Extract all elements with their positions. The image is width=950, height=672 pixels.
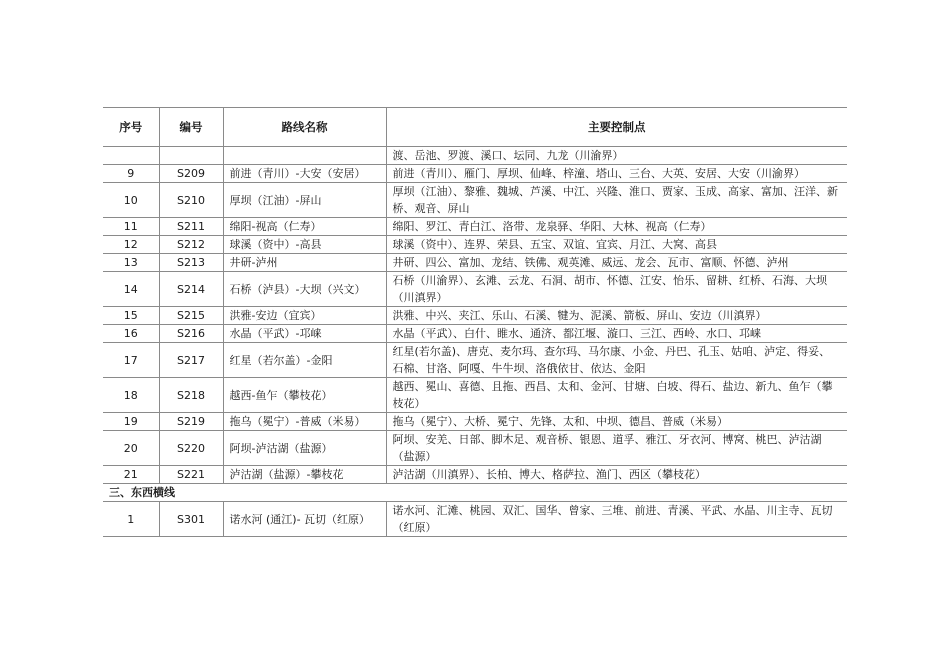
table-row [103,343,847,378]
cell-name: 球溪（资中）-高县 [223,236,386,254]
header-seq: 序号 [103,108,159,147]
cell-code: S220 [159,431,223,466]
table-row [103,236,847,254]
cell-seq: 16 [103,325,159,343]
cell-code: S212 [159,236,223,254]
cell-code: S214 [159,272,223,307]
cell-seq: 9 [103,165,159,183]
cell-code: S218 [159,378,223,413]
cell-name: 阿坝-泸沽湖（盐源） [223,431,386,466]
table-row [103,147,847,165]
table-header-row [103,108,847,147]
cell-control: 越西、冕山、喜德、且拖、西昌、太和、金河、甘塘、白坡、得石、盐边、新九、鱼乍（攀枝花） [386,378,847,413]
cell-code: S217 [159,343,223,378]
cell-seq: 15 [103,307,159,325]
table-row [103,218,847,236]
table-row [103,272,847,307]
cell-seq: 13 [103,254,159,272]
section-heading: 三、东西横线 [103,484,847,502]
cell-name: 诺水河 (通江)- 瓦切（红原） [223,502,386,537]
table-row [103,502,847,537]
cell-code: S219 [159,413,223,431]
table-row [103,165,847,183]
cell-control: 前进（青川）、雁门、厚坝、仙峰、梓潼、塔山、三台、大英、安居、大安（川渝界） [386,165,847,183]
table-row [103,325,847,343]
cell-name: 红星（若尔盖）-金阳 [223,343,386,378]
cell-control: 井研、四公、富加、龙结、铁佛、观英滩、威远、龙会、瓦市、富顺、怀德、泸州 [386,254,847,272]
cell-control: 水晶（平武）、白什、睢水、通济、都江堰、漩口、三江、西岭、水口、邛崃 [386,325,847,343]
cell-control: 阿坝、安羌、日部、脚木足、观音桥、银恩、道孚、雅江、牙衣河、博窝、桃巴、泸沽湖（盐源） [386,431,847,466]
cell-name [223,147,386,165]
cell-code: S211 [159,218,223,236]
cell-control: 诺水河、汇滩、桃园、双汇、国华、曾家、三堆、前进、青溪、平武、水晶、川主寺、瓦切（红原） [386,502,847,537]
table-row [103,183,847,218]
cell-name: 绵阳-视高（仁寿） [223,218,386,236]
cell-control: 球溪（资中）、连界、荣县、五宝、双谊、宜宾、月江、大窝、高县 [386,236,847,254]
cell-code: S215 [159,307,223,325]
cell-control: 渡、岳池、罗渡、溪口、坛同、九龙（川渝界） [386,147,847,165]
cell-seq: 18 [103,378,159,413]
table-row [103,466,847,484]
cell-code: S210 [159,183,223,218]
cell-code: S301 [159,502,223,537]
header-code: 编号 [159,108,223,147]
cell-name: 泸沽湖（盐源）-攀枝花 [223,466,386,484]
cell-name: 前进（青川）-大安（安居） [223,165,386,183]
cell-control: 泸沽湖（川滇界）、长柏、博大、格萨拉、渔门、西区（攀枝花） [386,466,847,484]
table-row [103,307,847,325]
cell-seq: 1 [103,502,159,537]
cell-seq: 11 [103,218,159,236]
header-route-name: 路线名称 [223,108,386,147]
cell-seq: 21 [103,466,159,484]
table-row [103,254,847,272]
cell-control: 洪雅、中兴、夹江、乐山、石溪、犍为、泥溪、箭板、屏山、安边（川滇界） [386,307,847,325]
table-row [103,413,847,431]
cell-seq: 20 [103,431,159,466]
cell-seq: 10 [103,183,159,218]
cell-name: 越西-鱼乍（攀枝花） [223,378,386,413]
cell-seq [103,147,159,165]
header-control-points: 主要控制点 [386,108,847,147]
route-table [103,107,847,537]
cell-control: 石桥（川渝界）、玄滩、云龙、石洞、胡市、怀德、江安、怡乐、留耕、红桥、石海、大坝（川滇界） [386,272,847,307]
cell-name: 拖乌（冕宁）-普威（米易） [223,413,386,431]
cell-control: 拖乌（冕宁）、大桥、冕宁、先锋、太和、中坝、德昌、普威（米易） [386,413,847,431]
cell-code: S216 [159,325,223,343]
cell-seq: 17 [103,343,159,378]
cell-code: S221 [159,466,223,484]
cell-seq: 12 [103,236,159,254]
table-row [103,378,847,413]
cell-code: S213 [159,254,223,272]
cell-control: 厚坝（江油）、黎雅、魏城、芦溪、中江、兴隆、淮口、贾家、玉成、高家、富加、汪洋、新桥、观音、屏山 [386,183,847,218]
cell-control: 绵阳、罗江、青白江、洛带、龙泉驿、华阳、大林、视高（仁寿） [386,218,847,236]
cell-name: 井研-泸州 [223,254,386,272]
cell-name: 洪雅-安边（宜宾） [223,307,386,325]
cell-seq: 19 [103,413,159,431]
cell-code [159,147,223,165]
table-row [103,431,847,466]
cell-name: 水晶（平武）-邛崃 [223,325,386,343]
cell-name: 厚坝（江油）-屏山 [223,183,386,218]
cell-name: 石桥（泸县）-大坝（兴文） [223,272,386,307]
section-row [103,484,847,502]
cell-control: 红星(若尔盖)、唐克、麦尔玛、查尔玛、马尔康、小金、丹巴、孔玉、姑咱、泸定、得妥、石棉、甘洛、阿嘎、牛牛坝、洛俄依甘、依达、金阳 [386,343,847,378]
cell-code: S209 [159,165,223,183]
cell-seq: 14 [103,272,159,307]
